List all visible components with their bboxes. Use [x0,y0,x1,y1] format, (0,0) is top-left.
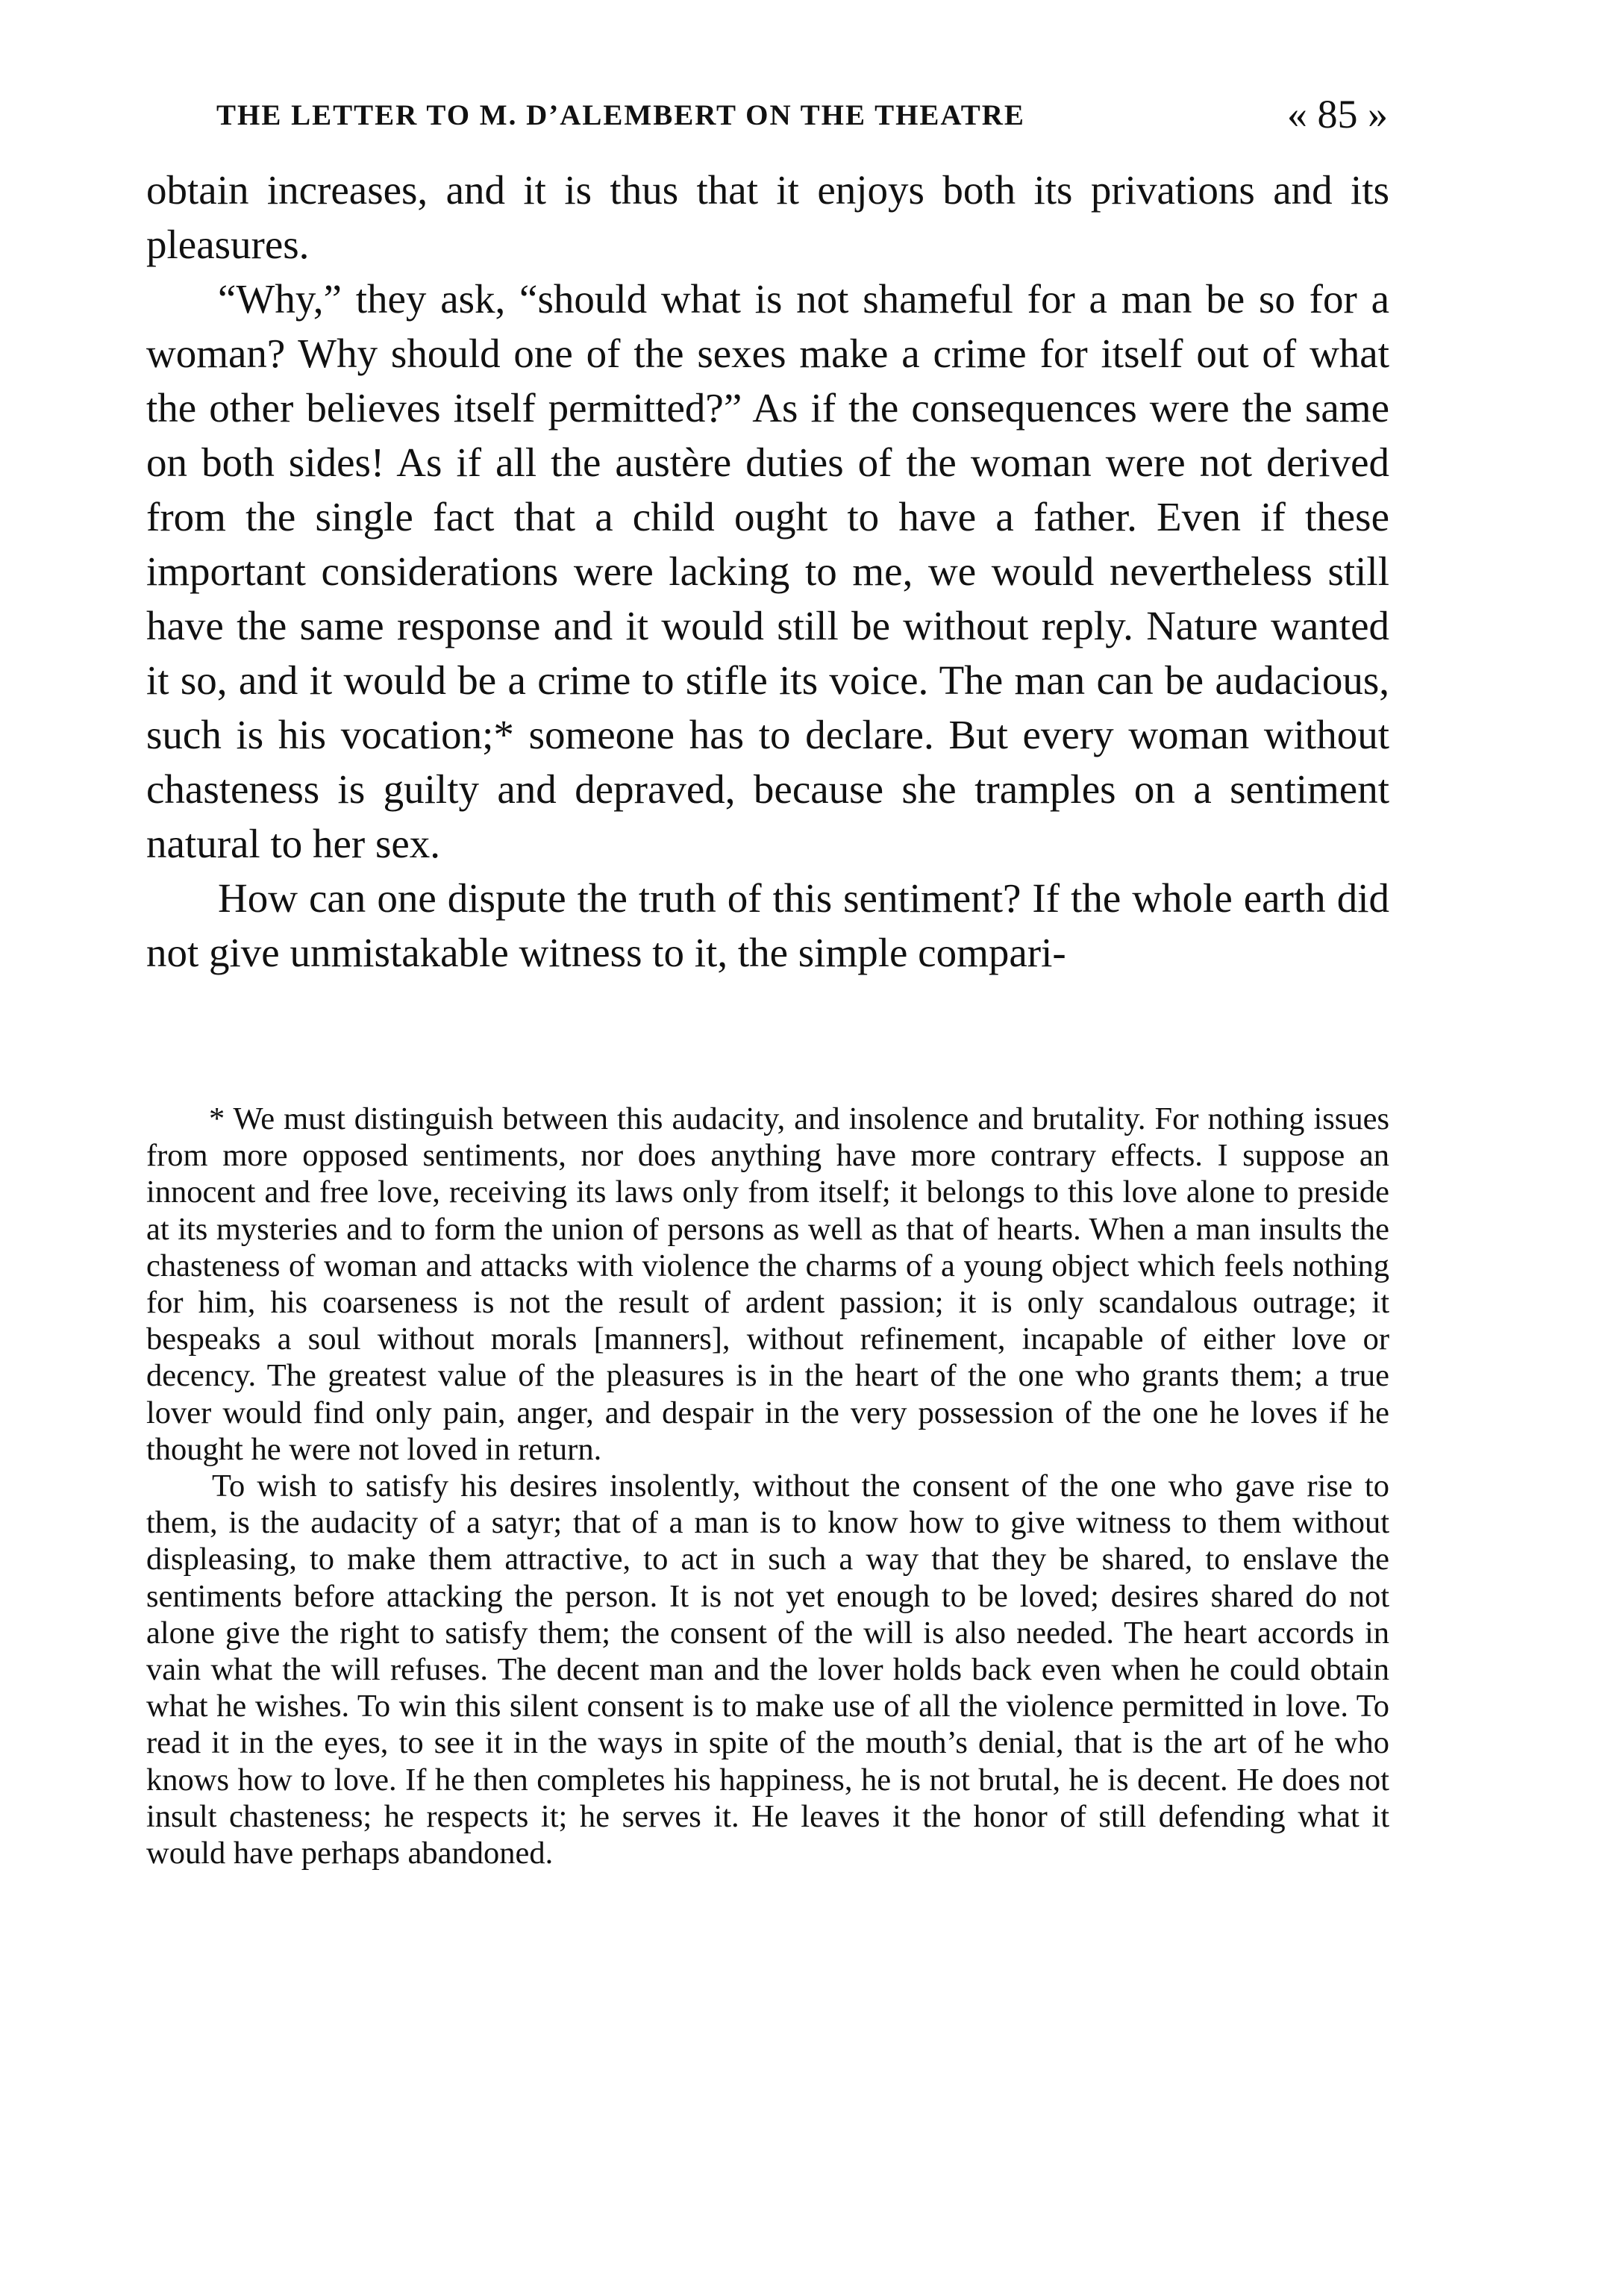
paragraph-how: How can one dispute the truth of this sentiment? If the whole earth did not give unmistakable witness to it, the simple compari- [146,875,1389,975]
running-head [216,92,1388,148]
main-text [146,163,1389,980]
footnote-paragraph-2: To wish to satisfy his desires insolently, without the consent of the one who gave rise to them, is the audacity of a satyr; that of a man is to know how to give witness to them without displeasing, to make them attractive, to act in such a way that they be shared, to enslave the sentiments before attacking the person. It is not yet enough to be loved; desires shared do not alone give the right to satisfy them; the consent of the will is also needed. The heart accords in vain what the will refuses. The decent man and the lover holds back even when he could obtain what he wishes. To win this silent consent is to make use of all the violence permitted in love. To read it in the eyes, to see it in the ways in spite of the mouth’s denial, that is the art of he who knows how to love. If he then completes his happiness, he is not brutal, he is decent. He does not insult chasteness; he respects it; he serves it. He leaves it the honor of still defending what it would have perhaps abandoned. [146,1468,1389,1871]
footnote-block [146,1101,1389,1871]
footnote-paragraph-1: * We must distinguish between this audacity, and insolence and brutality. For nothing issues from more opposed sentiments, nor does anything have more contrary effects. I suppose an innocent and free love, receiving its laws only from itself; it belongs to this love alone to preside at its mysteries and to form the union of persons as well as that of hearts. When a man insults the chasteness of woman and attacks with violence the charms of a young object which feels nothing for him, his coarseness is not the result of ardent passion; it is only scandalous outrage; it bespeaks a soul without morals [manners], without refinement, incapable of either love or decency. The greatest value of the pleasures is in the heart of the one who grants them; a true lover would find only pain, anger, and despair in the very possession of the one he loves if he thought he were not loved in return. [146,1101,1389,1467]
paragraph-why: “Why,” they ask, “should what is not shameful for a man be so for a woman? Why should one of the sexes make a crime for itself out of what the other believes itself permitted?” As if the consequences were the same on both sides! As if all the austère duties of the woman were not derived from the single fact that a child ought to have a father. Even if these important considerations were lacking to me, we would nevertheless still have the same response and it would still be without reply. Nature wanted it so, and it would be a crime to stifle its voice. The man can be audacious, such is his vocation;* someone has to declare. But every woman without chasteness is guilty and depraved, because she tramples on a sentiment natural to her sex. [146,276,1389,866]
running-title: THE LETTER TO M. D’ALEMBERT ON THE THEATRE [216,99,1025,131]
page-number: « 85 » [1287,92,1388,137]
paragraph-continuation: obtain increases, and it is thus that it enjoys both its privations and its pleasures. [146,167,1389,267]
